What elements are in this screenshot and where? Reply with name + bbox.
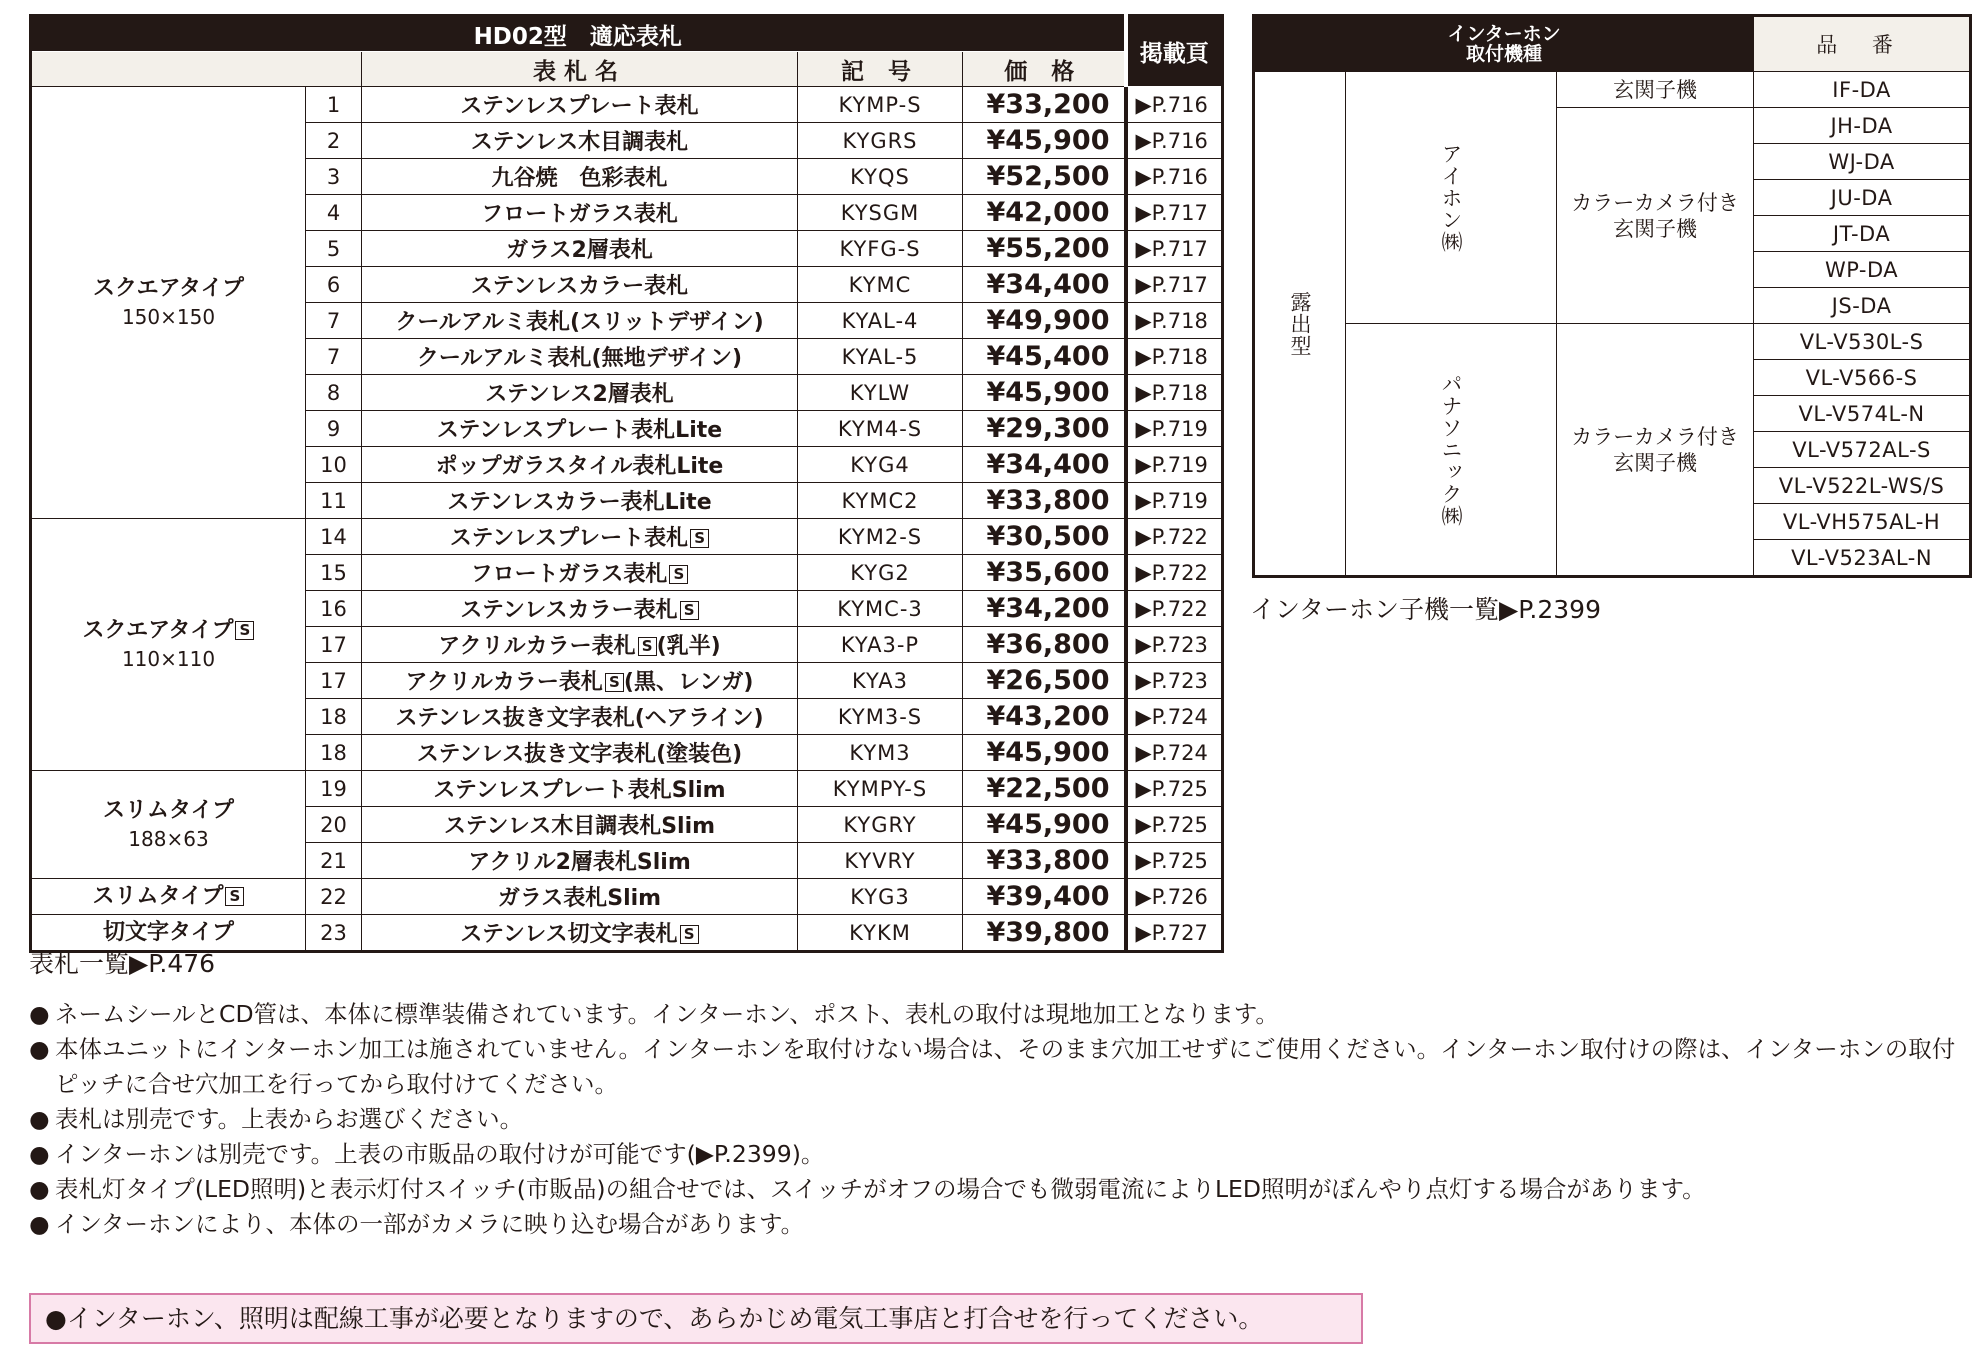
plate-page-ref: ▶P.718: [1126, 375, 1223, 411]
category-name: スクエアタイプ: [93, 275, 244, 301]
plate-page-ref: ▶P.727: [1126, 915, 1223, 952]
plate-code: KYVRY: [798, 843, 963, 879]
category-name: 切文字タイプ: [103, 919, 234, 945]
row-number: 22: [306, 879, 362, 915]
plate-price: ¥43,200: [963, 699, 1126, 735]
category-size: 110×110: [121, 646, 216, 671]
plate-price: ¥36,800: [963, 627, 1126, 663]
model-number: VL-V566-S: [1754, 360, 1971, 396]
plate-page-ref: ▶P.725: [1126, 807, 1223, 843]
plate-price: ¥49,900: [963, 303, 1126, 339]
plate-name-text: フロートガラス表札: [470, 562, 668, 587]
plate-name-text: ポップガラスタイル表札Lite: [435, 454, 724, 479]
category-size: 150×150: [121, 304, 216, 329]
plate-price: ¥42,000: [963, 195, 1126, 231]
plate-page-ref: ▶P.719: [1126, 447, 1223, 483]
plate-price: ¥33,800: [963, 483, 1126, 519]
plate-page-ref: ▶P.723: [1126, 663, 1223, 699]
plate-name: [362, 771, 798, 807]
plate-row: [31, 879, 1223, 915]
note-item: ● 本体ユニットにインターホン加工は施されていません。インターホンを取付けない場合は、そのまま穴加工せずにご使用ください。インターホン取付けの際は、インターホンの取付ピッチに合せ穴加工を行ってから取付けてください。: [29, 1032, 1959, 1102]
plate-page-ref: ▶P.717: [1126, 195, 1223, 231]
row-number: 17: [306, 627, 362, 663]
plate-name: [362, 591, 798, 627]
interphone-header-line2: 取付機種: [1466, 43, 1543, 65]
unit-type: カラーカメラ付き 玄関子機: [1557, 108, 1754, 324]
plate-name-text: ステンレス木目調表札Slim: [443, 814, 716, 839]
small-size-mark: S: [225, 887, 244, 906]
row-number: 5: [306, 231, 362, 267]
unit-type: カラーカメラ付き 玄関子機: [1557, 324, 1754, 577]
plate-name: [362, 195, 798, 231]
interphone-header: [1254, 16, 1754, 72]
col-code-header: 記 号: [798, 52, 963, 87]
plate-price: ¥45,900: [963, 375, 1126, 411]
row-number: 6: [306, 267, 362, 303]
plate-name: [362, 159, 798, 195]
plate-code: KYM4-S: [798, 411, 963, 447]
plate-table-body: [31, 87, 1223, 952]
plate-name: [362, 843, 798, 879]
plate-code: KYSGM: [798, 195, 963, 231]
plate-price: ¥45,900: [963, 735, 1126, 771]
plate-name: [362, 123, 798, 159]
plate-name: [362, 663, 798, 699]
plate-name: [362, 303, 798, 339]
plate-name: [362, 339, 798, 375]
plate-page-ref: ▶P.722: [1126, 591, 1223, 627]
plate-row: [31, 87, 1223, 123]
row-number: 21: [306, 843, 362, 879]
plate-page-ref: ▶P.724: [1126, 699, 1223, 735]
plate-name: [362, 411, 798, 447]
wiring-note: ●インターホン、照明は配線工事が必要となりますので、あらかじめ電気工事店と打合せを行ってください。: [29, 1293, 1363, 1344]
note-item: ● インターホンにより、本体の一部がカメラに映り込む場合があります。: [29, 1207, 1959, 1242]
plate-table-title: HD02型 適応表札: [31, 16, 1126, 52]
plate-name: [362, 375, 798, 411]
plate-name: [362, 699, 798, 735]
row-number: 10: [306, 447, 362, 483]
row-number: 9: [306, 411, 362, 447]
category-cell: [31, 879, 306, 915]
plate-page-ref: ▶P.722: [1126, 555, 1223, 591]
plate-price: ¥22,500: [963, 771, 1126, 807]
plate-price: ¥30,500: [963, 519, 1126, 555]
small-size-mark: S: [669, 565, 688, 584]
plate-page-ref: ▶P.718: [1126, 339, 1223, 375]
plate-name-suffix: (乳半): [656, 634, 721, 659]
note-item: ● 表札灯タイプ(LED照明)と表示灯付スイッチ(市販品)の組合せでは、スイッチがオフの場合でも微弱電流によりLED照明がぼんやり点灯する場合があります。: [29, 1172, 1959, 1207]
model-number: VL-V522L-WS/S: [1754, 468, 1971, 504]
plate-price: ¥45,900: [963, 807, 1126, 843]
plate-name-text: ステンレスカラー表札: [470, 274, 689, 299]
plate-name: [362, 87, 798, 123]
plate-page-ref: ▶P.716: [1126, 87, 1223, 123]
plate-price: ¥33,800: [963, 843, 1126, 879]
plate-page-ref: ▶P.722: [1126, 519, 1223, 555]
plate-name-text: ステンレス木目調表札: [470, 130, 689, 155]
plate-table: [29, 14, 1224, 953]
plate-page-ref: ▶P.724: [1126, 735, 1223, 771]
col-page-header: 掲載頁: [1126, 16, 1223, 87]
maker-name: アイホン㈱: [1439, 142, 1463, 253]
plate-page-ref: ▶P.719: [1126, 483, 1223, 519]
plate-name-suffix: (黒、レンガ): [623, 670, 754, 695]
plate-name-text: ガラス2層表札: [506, 238, 653, 263]
plate-name: [362, 555, 798, 591]
model-number: VL-V530L-S: [1754, 324, 1971, 360]
interphone-header-line1: インターホン: [1447, 23, 1561, 45]
model-number: JS-DA: [1754, 288, 1971, 324]
row-number: 1: [306, 87, 362, 123]
model-number: IF-DA: [1754, 72, 1971, 108]
plate-name-text: ステンレスプレート表札Slim: [433, 778, 726, 803]
plate-price: ¥45,900: [963, 123, 1126, 159]
category-size: 188×63: [128, 826, 209, 851]
plate-name-text: フロートガラス表札: [481, 202, 678, 227]
interphone-list-ref: インターホン子機一覧▶P.2399: [1250, 595, 1601, 624]
row-number: 8: [306, 375, 362, 411]
plate-code: KYA3: [798, 663, 963, 699]
plate-code: KYAL-4: [798, 303, 963, 339]
plate-name-text: ガラス表札Slim: [497, 886, 662, 911]
row-number: 7: [306, 303, 362, 339]
plate-page-ref: ▶P.725: [1126, 843, 1223, 879]
category-name: スリムタイプ: [103, 797, 234, 823]
plate-page-ref: ▶P.717: [1126, 231, 1223, 267]
row-number: 18: [306, 699, 362, 735]
plate-name: [362, 267, 798, 303]
plate-row: [31, 771, 1223, 807]
plate-name: [362, 231, 798, 267]
plate-page-ref: ▶P.719: [1126, 411, 1223, 447]
plate-price: ¥34,200: [963, 591, 1126, 627]
plate-price: ¥33,200: [963, 87, 1126, 123]
model-number: JU-DA: [1754, 180, 1971, 216]
category-cell: [31, 519, 306, 771]
header-blank: [31, 52, 362, 87]
plate-code: KYG4: [798, 447, 963, 483]
plate-code: KYG3: [798, 879, 963, 915]
small-size-mark: S: [638, 637, 657, 656]
plate-code: KYM3: [798, 735, 963, 771]
plate-code: KYFG-S: [798, 231, 963, 267]
plate-code: KYA3-P: [798, 627, 963, 663]
row-number: 3: [306, 159, 362, 195]
plate-price: ¥39,800: [963, 915, 1126, 952]
plate-code: KYMC: [798, 267, 963, 303]
row-number: 2: [306, 123, 362, 159]
plate-page-ref: ▶P.717: [1126, 267, 1223, 303]
plate-name-text: ステンレス2層表札: [485, 382, 674, 407]
interphone-table: [1252, 14, 1972, 578]
plate-name-text: ステンレスカラー表札: [460, 598, 678, 623]
mount-type-cell: [1254, 72, 1346, 577]
plate-price: ¥26,500: [963, 663, 1126, 699]
small-size-mark: S: [680, 601, 699, 620]
maker-cell: [1346, 324, 1557, 577]
category-name: スクエアタイプ: [82, 617, 234, 643]
plate-price: ¥34,400: [963, 267, 1126, 303]
maker-name: パナソニック㈱: [1439, 372, 1463, 527]
row-number: 16: [306, 591, 362, 627]
plate-name-text: ステンレス抜き文字表札(ヘアライン): [395, 706, 764, 731]
plate-code: KYQS: [798, 159, 963, 195]
plate-name: [362, 627, 798, 663]
note-item: ● インターホンは別売です。上表の市販品の取付けが可能です(▶P.2399)。: [29, 1137, 1959, 1172]
plate-price: ¥39,400: [963, 879, 1126, 915]
plate-name-text: クールアルミ表札(スリットデザイン): [395, 310, 764, 335]
plate-code: KYKM: [798, 915, 963, 952]
row-number: 15: [306, 555, 362, 591]
interphone-row: [1254, 324, 1971, 360]
plate-name-text: アクリルカラー表札: [405, 670, 603, 695]
small-size-mark: S: [235, 621, 254, 640]
plate-code: KYMP-S: [798, 87, 963, 123]
plate-name: [362, 519, 798, 555]
plate-row: [31, 519, 1223, 555]
plate-code: KYAL-5: [798, 339, 963, 375]
plate-name-text: ステンレスプレート表札: [449, 526, 689, 551]
plate-name: [362, 735, 798, 771]
small-size-mark: S: [690, 529, 709, 548]
model-number: WJ-DA: [1754, 144, 1971, 180]
plate-page-ref: ▶P.716: [1126, 123, 1223, 159]
plate-page-ref: ▶P.726: [1126, 879, 1223, 915]
plate-name-text: 九谷焼 色彩表札: [491, 166, 668, 191]
plate-code: KYLW: [798, 375, 963, 411]
category-name: スリムタイプ: [92, 883, 224, 909]
plate-page-ref: ▶P.718: [1126, 303, 1223, 339]
model-number: VL-V523AL-N: [1754, 540, 1971, 577]
plate-price: ¥45,400: [963, 339, 1126, 375]
plate-code: KYM2-S: [798, 519, 963, 555]
category-cell: [31, 87, 306, 519]
plate-code: KYG2: [798, 555, 963, 591]
model-number: VL-V572AL-S: [1754, 432, 1971, 468]
row-number: 11: [306, 483, 362, 519]
plate-name-text: ステンレス抜き文字表札(塗装色): [416, 742, 743, 767]
small-size-mark: S: [680, 925, 699, 944]
plate-code: KYMC-3: [798, 591, 963, 627]
plate-page-ref: ▶P.725: [1126, 771, 1223, 807]
row-number: 18: [306, 735, 362, 771]
model-number: JH-DA: [1754, 108, 1971, 144]
plate-code: KYMC2: [798, 483, 963, 519]
plate-price: ¥55,200: [963, 231, 1126, 267]
plate-name-text: ステンレスカラー表札Lite: [447, 490, 712, 515]
plate-code: KYMPY-S: [798, 771, 963, 807]
row-number: 19: [306, 771, 362, 807]
plate-page-ref: ▶P.723: [1126, 627, 1223, 663]
model-number: WP-DA: [1754, 252, 1971, 288]
plate-list-ref: 表札一覧▶P.476: [29, 949, 216, 978]
row-number: 7: [306, 339, 362, 375]
plate-name: [362, 879, 798, 915]
model-number: VL-VH575AL-H: [1754, 504, 1971, 540]
small-size-mark: S: [605, 673, 624, 692]
plate-price: ¥52,500: [963, 159, 1126, 195]
note-item: ● 表札は別売です。上表からお選びください。: [29, 1102, 1959, 1137]
row-number: 17: [306, 663, 362, 699]
row-number: 14: [306, 519, 362, 555]
plate-name-text: アクリル2層表札Slim: [468, 850, 691, 875]
plate-name-text: クールアルミ表札(無地デザイン): [416, 346, 743, 371]
mount-type: 露出型: [1288, 290, 1312, 357]
plate-price: ¥34,400: [963, 447, 1126, 483]
model-number: VL-V574L-N: [1754, 396, 1971, 432]
plate-name-text: ステンレスプレート表札: [460, 94, 699, 119]
category-cell: [31, 771, 306, 879]
col-name-header: 表札名: [362, 52, 798, 87]
plate-name: [362, 483, 798, 519]
notes-list: [29, 997, 1959, 1242]
col-model-header: 品 番: [1754, 16, 1971, 72]
plate-name: [362, 447, 798, 483]
plate-price: ¥29,300: [963, 411, 1126, 447]
unit-type: 玄関子機: [1557, 72, 1754, 108]
plate-name-text: アクリルカラー表札: [438, 634, 636, 659]
model-number: JT-DA: [1754, 216, 1971, 252]
note-item: ● ネームシールとCD管は、本体に標準装備されています。インターホン、ポスト、表札の取付は現地加工となります。: [29, 997, 1959, 1032]
plate-code: KYM3-S: [798, 699, 963, 735]
maker-cell: [1346, 72, 1557, 324]
plate-name-text: ステンレス切文字表札: [460, 922, 678, 947]
plate-name-text: ステンレスプレート表札Lite: [436, 418, 723, 443]
plate-name: [362, 807, 798, 843]
plate-code: KYGRY: [798, 807, 963, 843]
interphone-row: [1254, 72, 1971, 108]
plate-name: [362, 915, 798, 952]
plate-page-ref: ▶P.716: [1126, 159, 1223, 195]
plate-code: KYGRS: [798, 123, 963, 159]
interphone-table-body: [1254, 72, 1971, 577]
row-number: 20: [306, 807, 362, 843]
plate-price: ¥35,600: [963, 555, 1126, 591]
col-price-header: 価 格: [963, 52, 1126, 87]
row-number: 23: [306, 915, 362, 952]
row-number: 4: [306, 195, 362, 231]
